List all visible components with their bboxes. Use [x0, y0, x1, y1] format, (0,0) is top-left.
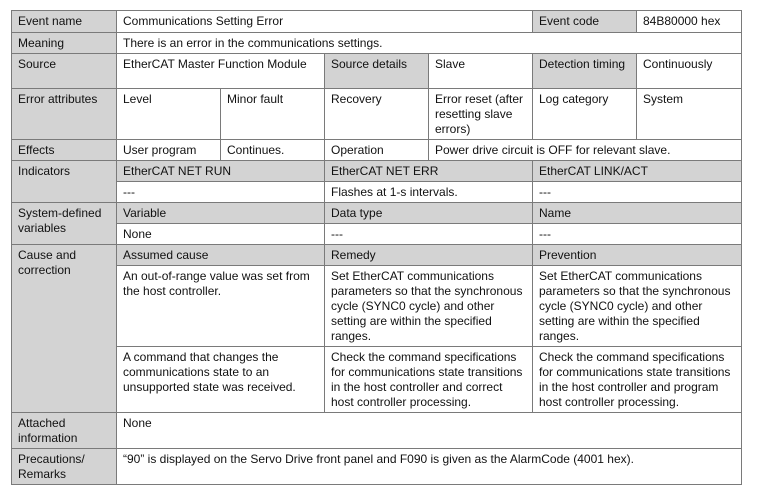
detection-timing-label: Detection timing: [533, 54, 637, 89]
sysvar-value-data-type: ---: [325, 224, 533, 245]
error-attributes-label: Error attributes: [12, 89, 117, 140]
log-category-value: System: [637, 89, 742, 140]
indicator-header-link-act: EtherCAT LINK/ACT: [533, 161, 742, 182]
user-program-label: User program: [117, 140, 221, 161]
sysvar-value-name: ---: [533, 224, 742, 245]
level-value: Minor fault: [221, 89, 325, 140]
recovery-label: Recovery: [325, 89, 429, 140]
cause-row-1-cause: An out-of-range value was set from the host controller.: [117, 266, 325, 347]
indicator-value-net-run: ---: [117, 182, 325, 203]
effects-label: Effects: [12, 140, 117, 161]
sysvar-header-variable: Variable: [117, 203, 325, 224]
source-details-value: Slave: [429, 54, 533, 89]
cause-row-2-prevention: Check the command specifications for communications state transitions in the host controller and program host controller processing.: [533, 347, 742, 413]
attached-information-label: Attached information: [12, 413, 117, 449]
cause-row-2-cause: A command that changes the communications state to an unsupported state was received.: [117, 347, 325, 413]
system-variables-label: System-defined variables: [12, 203, 117, 245]
operation-label: Operation: [325, 140, 429, 161]
sysvar-header-data-type: Data type: [325, 203, 533, 224]
cause-row-1-prevention: Set EtherCAT communications parameters so that the synchronous cycle (SYNC0 cycle) and other setting are within the specified ranges.: [533, 266, 742, 347]
attached-information-value: None: [117, 413, 742, 449]
indicators-label: Indicators: [12, 161, 117, 203]
source-label: Source: [12, 54, 117, 89]
event-name-value: Communications Setting Error: [117, 11, 533, 33]
cause-header-assumed-cause: Assumed cause: [117, 245, 325, 266]
sysvar-header-name: Name: [533, 203, 742, 224]
operation-value: Power drive circuit is OFF for relevant slave.: [429, 140, 742, 161]
precautions-value: “90” is displayed on the Servo Drive front panel and F090 is given as the AlarmCode (4001 hex).: [117, 449, 742, 485]
user-program-value: Continues.: [221, 140, 325, 161]
event-code-label: Event code: [533, 11, 637, 33]
source-value: EtherCAT Master Function Module: [117, 54, 325, 89]
indicator-value-link-act: ---: [533, 182, 742, 203]
cause-row-2-remedy: Check the command specifications for communications state transitions in the host controller and correct host controller processing.: [325, 347, 533, 413]
meaning-label: Meaning: [12, 33, 117, 54]
meaning-value: There is an error in the communications settings.: [117, 33, 742, 54]
event-name-label: Event name: [12, 11, 117, 33]
precautions-label: Precautions/ Remarks: [12, 449, 117, 485]
sysvar-value-variable: None: [117, 224, 325, 245]
indicator-header-net-run: EtherCAT NET RUN: [117, 161, 325, 182]
event-code-value: 84B80000 hex: [637, 11, 742, 33]
level-label: Level: [117, 89, 221, 140]
indicator-header-net-err: EtherCAT NET ERR: [325, 161, 533, 182]
log-category-label: Log category: [533, 89, 637, 140]
event-table: [11, 10, 742, 485]
cause-correction-label: Cause and correction: [12, 245, 117, 413]
recovery-value: Error reset (after resetting slave errors): [429, 89, 533, 140]
cause-row-1-remedy: Set EtherCAT communications parameters so that the synchronous cycle (SYNC0 cycle) and other setting are within the specified ranges.: [325, 266, 533, 347]
source-details-label: Source details: [325, 54, 429, 89]
cause-header-remedy: Remedy: [325, 245, 533, 266]
detection-timing-value: Continuously: [637, 54, 742, 89]
cause-header-prevention: Prevention: [533, 245, 742, 266]
indicator-value-net-err: Flashes at 1-s intervals.: [325, 182, 533, 203]
